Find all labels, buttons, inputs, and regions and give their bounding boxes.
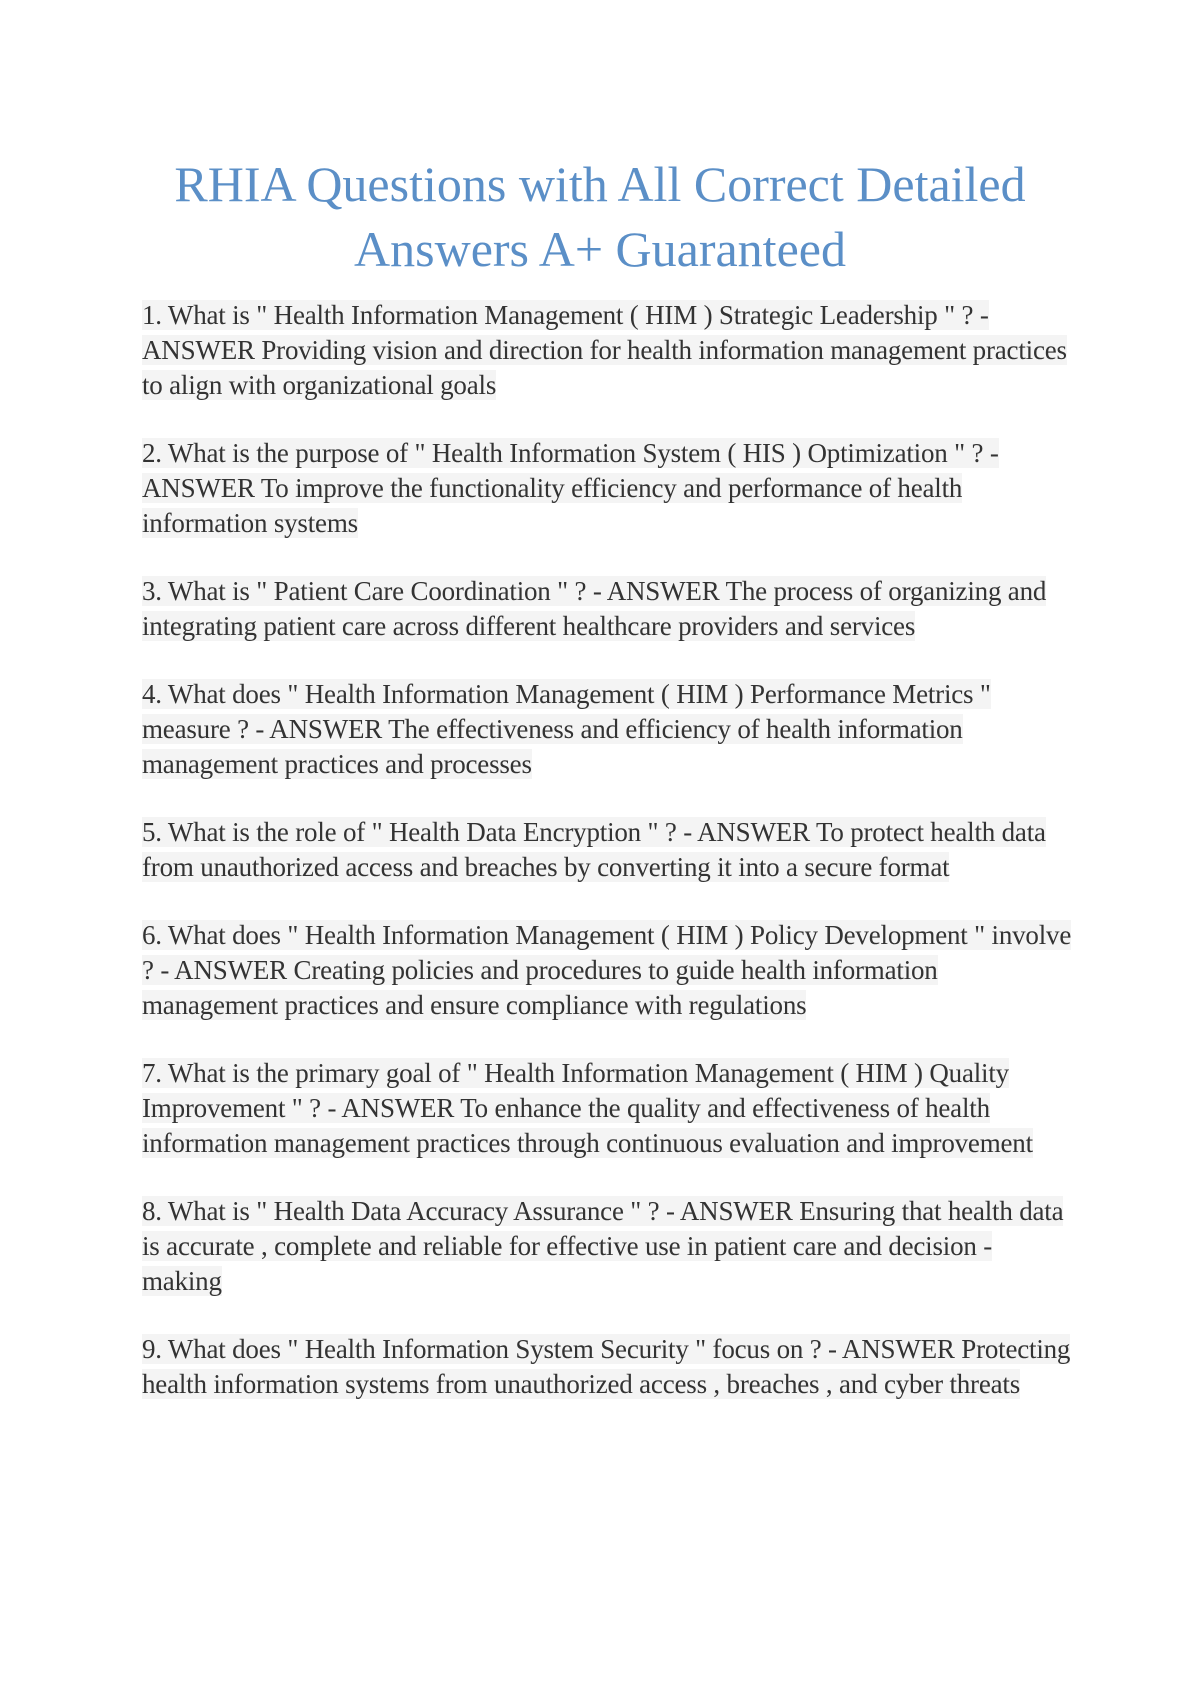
document-title: RHIA Questions with All Correct Detailed Answers A+ Guaranteed	[174, 156, 1026, 277]
qa-text: 5. What is the role of " Health Data Encryption " ? - ANSWER To protect health data from unauthorized access and breaches by converting it into a secure format	[142, 817, 1046, 882]
qa-item-7	[142, 1056, 1072, 1161]
qa-item-6	[142, 918, 1072, 1023]
qa-item-4	[142, 677, 1072, 782]
qa-text: 2. What is the purpose of " Health Information System ( HIS ) Optimization " ? - ANSWER To improve the functionality efficiency and performance of health information systems	[142, 438, 999, 538]
qa-item-5	[142, 815, 1072, 885]
qa-text: 1. What is " Health Information Management ( HIM ) Strategic Leadership " ? - ANSWER Providing vision and direction for health information management practices to align with organizational goals	[142, 300, 1067, 400]
qa-text: 7. What is the primary goal of " Health Information Management ( HIM ) Quality Improvement " ? - ANSWER To enhance the quality and effectiveness of health information management practices through continuous evaluation and improvement	[142, 1058, 1033, 1158]
qa-text: 4. What does " Health Information Management ( HIM ) Performance Metrics " measure ? - ANSWER The effectiveness and efficiency of health information management practices and processes	[142, 679, 991, 779]
qa-text: 6. What does " Health Information Management ( HIM ) Policy Development " involve ? - ANSWER Creating policies and procedures to guide health information management practices and ensure compliance with regulations	[142, 920, 1072, 1020]
qa-text: 8. What is " Health Data Accuracy Assurance " ? - ANSWER Ensuring that health data is accurate , complete and reliable for effective use in patient care and decision - making	[142, 1196, 1064, 1296]
qa-item-9	[142, 1332, 1072, 1402]
qa-list	[142, 298, 1072, 1435]
qa-text: 9. What does " Health Information System Security " focus on ? - ANSWER Protecting health information systems from unauthorized access , breaches , and cyber threats	[142, 1334, 1071, 1399]
qa-item-1	[142, 298, 1072, 403]
qa-text: 3. What is " Patient Care Coordination " ? - ANSWER The process of organizing and integrating patient care across different healthcare providers and services	[142, 576, 1047, 641]
qa-item-2	[142, 436, 1072, 541]
qa-item-8	[142, 1194, 1072, 1299]
qa-item-3	[142, 574, 1072, 644]
